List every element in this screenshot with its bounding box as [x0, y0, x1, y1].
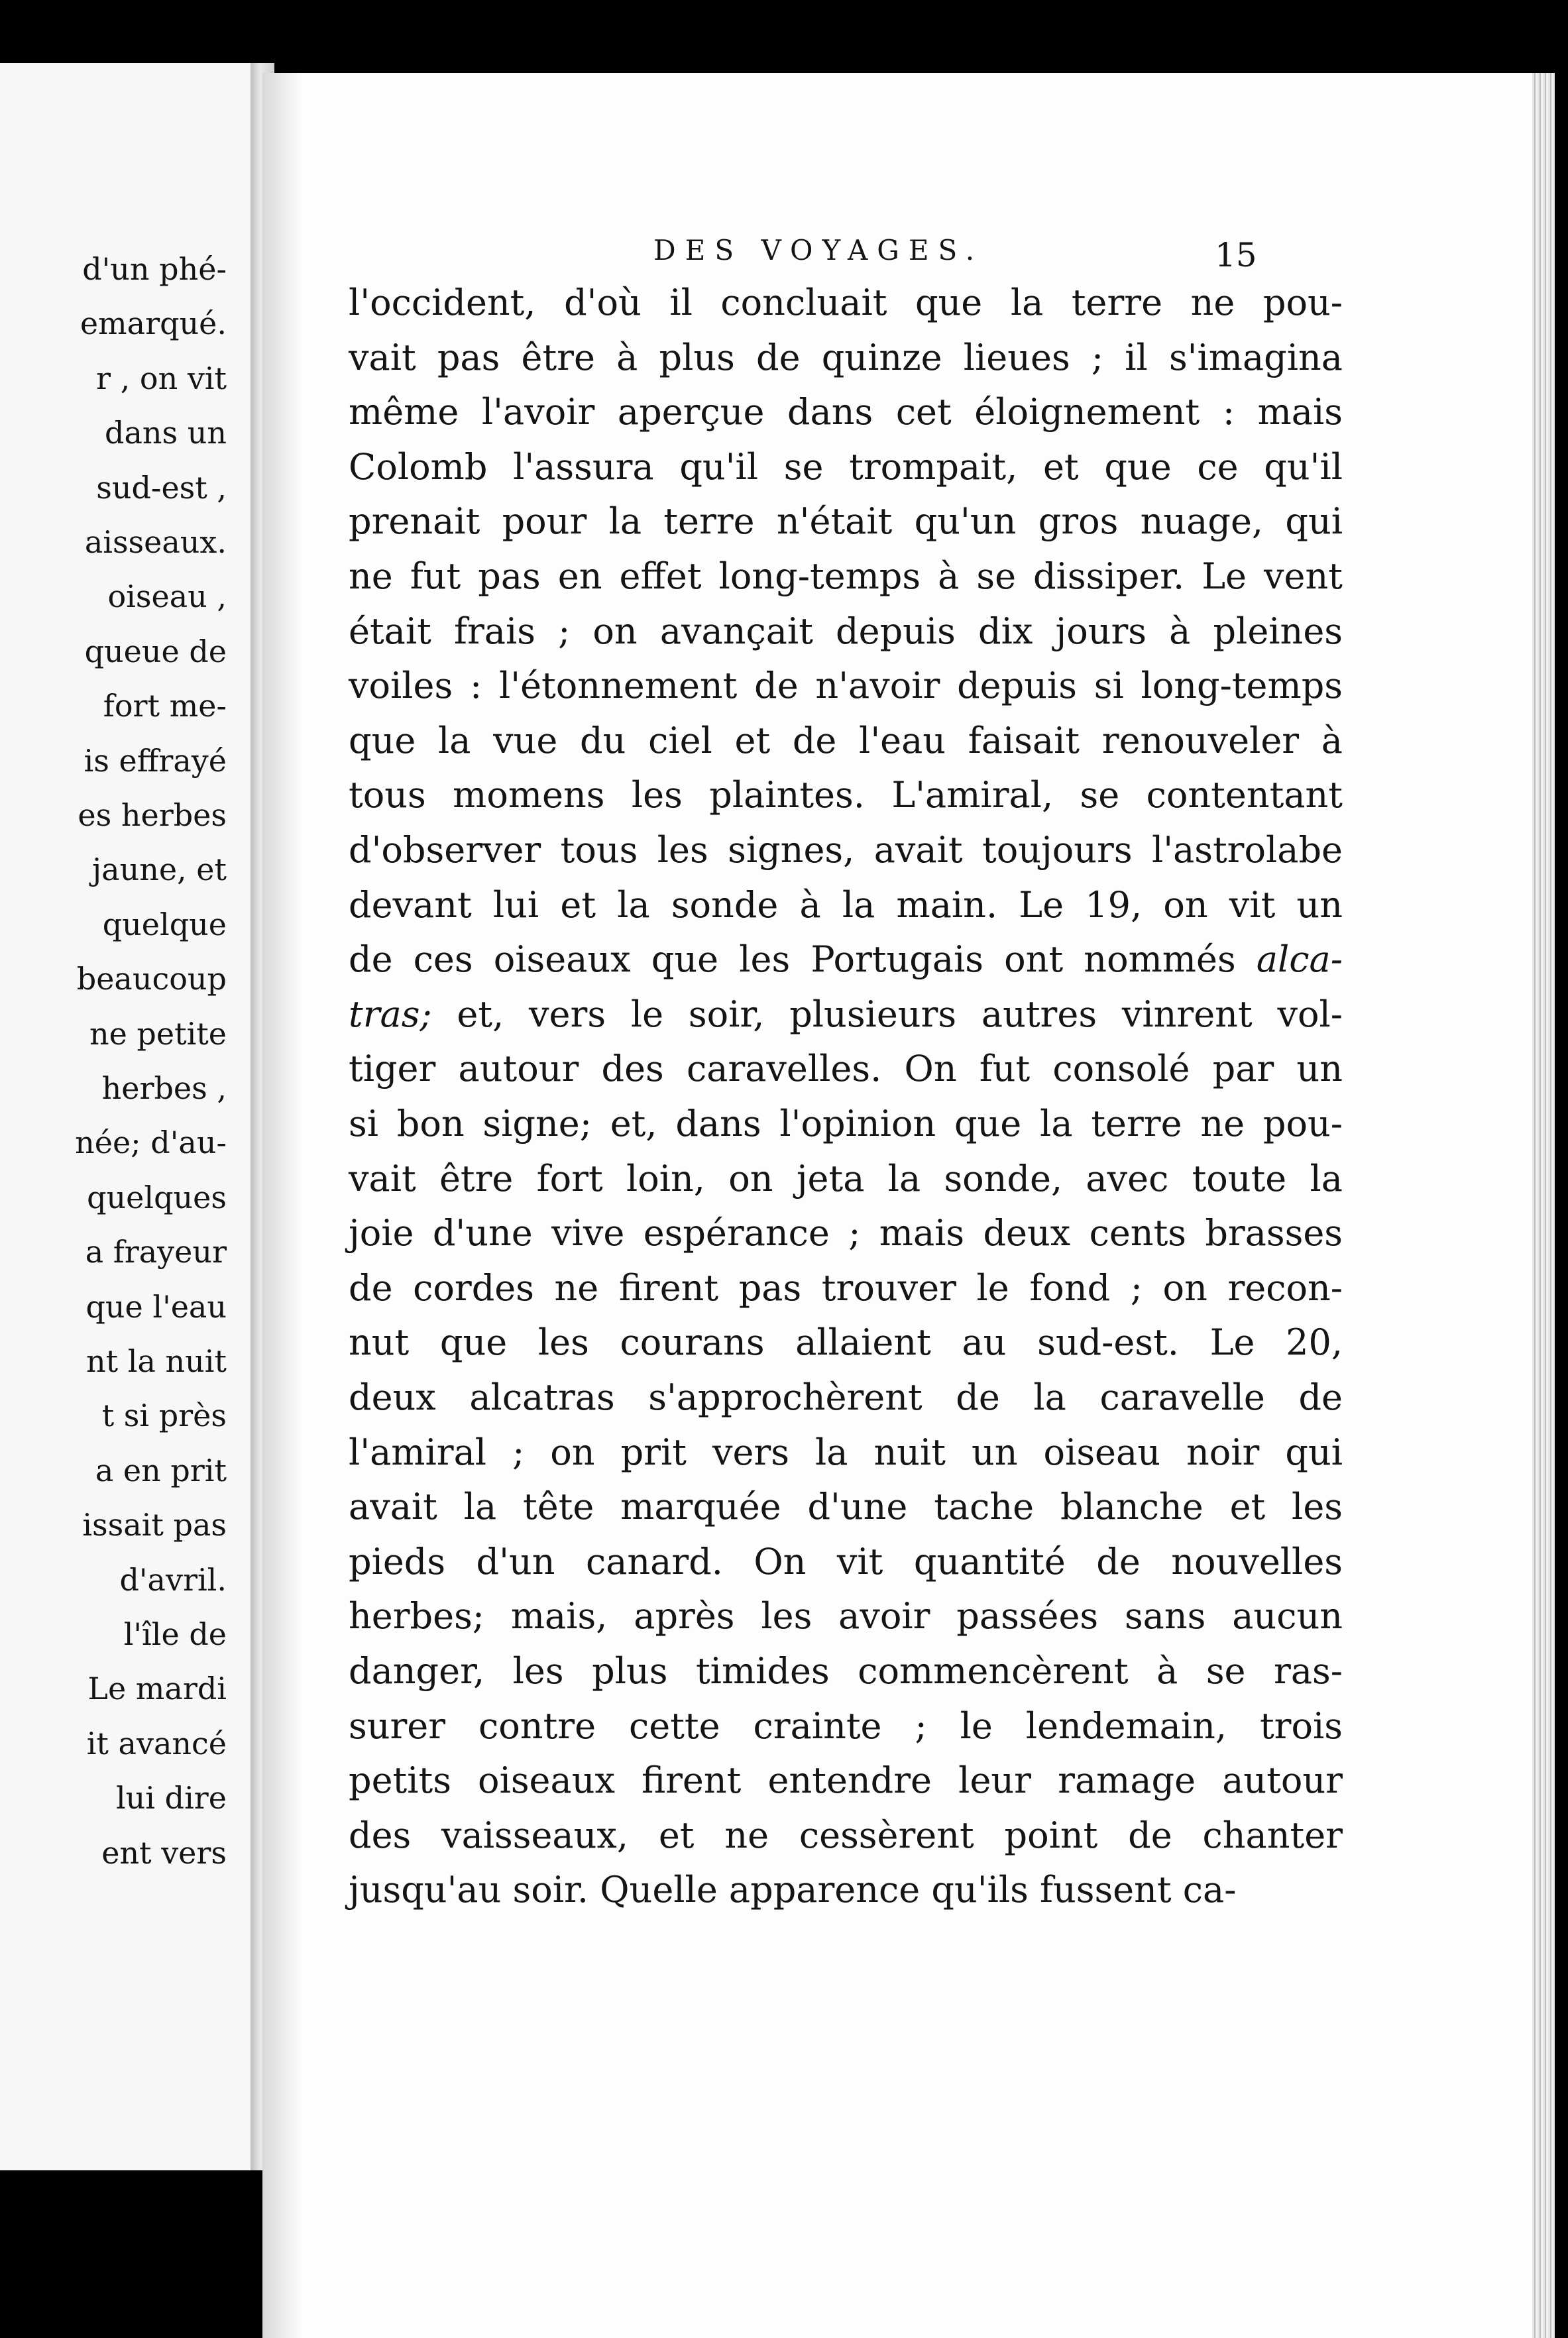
body-line: tous momens les plaintes. L'amiral, se contentant	[349, 774, 1343, 816]
left-page-line: es herbes	[78, 797, 227, 833]
left-page-line: r , on vit	[96, 360, 227, 396]
body-line: deux alcatras s'approchèrent de la caravelle de	[349, 1376, 1343, 1418]
left-page-line: beaucoup	[76, 961, 227, 997]
body-line: prenait pour la terre n'était qu'un gros nuage, qui	[349, 500, 1343, 543]
right-page	[262, 73, 1555, 2338]
left-page-line: herbes ,	[101, 1070, 227, 1106]
page-number: 15	[1215, 236, 1257, 274]
left-page-line: quelque	[102, 906, 227, 942]
body-line: ne fut pas en effet long-temps à se dissiper. Le vent	[349, 555, 1343, 597]
body-line: vait pas être à plus de quinze lieues ; il s'imagina	[349, 336, 1343, 378]
left-page	[0, 63, 251, 2170]
body-line: joie d'une vive espérance ; mais deux cents brasses	[349, 1212, 1343, 1254]
left-page-line: d'un phé-	[82, 251, 227, 287]
left-page-line: ent vers	[101, 1834, 227, 1871]
body-line: danger, les plus timides commencèrent à se ras-	[349, 1650, 1343, 1692]
left-page-line: t si près	[101, 1398, 227, 1434]
body-line: herbes; mais, après les avoir passées sans aucun	[349, 1595, 1343, 1638]
body-line: pieds d'un canard. On vit quantité de nouvelles	[349, 1540, 1343, 1583]
body-line: l'occident, d'où il concluait que la terre ne pou-	[349, 282, 1343, 323]
body-line: vait être fort loin, on jeta la sonde, avec toute la	[349, 1157, 1343, 1199]
body-line: Colomb l'assura qu'il se trompait, et que ce qu'il	[349, 445, 1343, 488]
body-line: si bon signe; et, dans l'opinion que la terre ne pou-	[349, 1103, 1343, 1144]
left-page-line: a en prit	[95, 1452, 227, 1488]
body-line: devant lui et la sonde à la main. Le 19, on vit un	[349, 883, 1343, 926]
left-page-line: jaune, et	[91, 852, 227, 888]
left-page-line: lui dire	[115, 1780, 227, 1816]
running-head: DES VOYAGES.	[653, 234, 984, 266]
left-page-line: nt la nuit	[86, 1343, 227, 1379]
body-line: de cordes ne firent pas trouver le fond ; on recon-	[349, 1266, 1343, 1309]
spine-shadow	[262, 73, 302, 2338]
body-line: même l'avoir aperçue dans cet éloignement : mais	[349, 391, 1343, 433]
left-page-line: d'avril.	[119, 1561, 227, 1598]
body-line: était frais ; on avançait depuis dix jours à pleines	[349, 610, 1343, 652]
left-page-line: it avancé	[86, 1725, 227, 1761]
body-line: voiles : l'étonnement de n'avoir depuis si long-temps	[349, 665, 1343, 707]
body-line: que la vue du ciel et de l'eau faisait renouveler à	[349, 719, 1343, 761]
left-page-line: queue de	[84, 633, 227, 669]
body-line: d'observer tous les signes, avait toujours l'astrolabe	[349, 829, 1343, 871]
left-page-line: oiseau ,	[107, 579, 227, 615]
left-page-line: emarqué.	[80, 306, 227, 342]
left-page-line: quelques	[87, 1179, 227, 1215]
page-edge	[1532, 73, 1555, 2338]
left-page-line: dans un	[105, 415, 227, 451]
body-line: nut que les courans allaient au sud-est. Le 20,	[349, 1321, 1343, 1364]
body-line: jusqu'au soir. Quelle apparence qu'ils fussent ca-	[349, 1869, 1237, 1911]
left-page-line: l'île de	[123, 1616, 227, 1652]
left-page-line: sud-est ,	[96, 469, 227, 506]
body-line: de ces oiseaux que les Portugais ont nommés alca-	[349, 938, 1343, 981]
left-page-line: Le mardi	[87, 1671, 227, 1707]
left-page-line: issait pas	[82, 1507, 227, 1543]
body-line: l'amiral ; on prit vers la nuit un oiseau noir qui	[349, 1431, 1343, 1473]
body-line: des vaisseaux, et ne cessèrent point de chanter	[349, 1814, 1343, 1856]
body-line: avait la tête marquée d'une tache blanche et les	[349, 1486, 1343, 1528]
body-line: surer contre cette crainte ; le lendemain, trois	[349, 1704, 1343, 1747]
left-page-line: née; d'au-	[75, 1125, 227, 1161]
left-page-line: a frayeur	[85, 1234, 227, 1270]
body-line: tiger autour des caravelles. On fut consolé par un	[349, 1048, 1343, 1090]
left-page-line: fort me-	[103, 688, 227, 724]
left-page-line: aisseaux.	[84, 524, 227, 560]
body-line: tras; et, vers le soir, plusieurs autres vinrent vol-	[349, 993, 1343, 1035]
left-page-line: is effrayé	[84, 742, 227, 779]
body-line: petits oiseaux firent entendre leur ramage autour	[349, 1759, 1343, 1802]
left-page-line: ne petite	[89, 1015, 227, 1052]
left-page-line: que l'eau	[85, 1288, 227, 1325]
